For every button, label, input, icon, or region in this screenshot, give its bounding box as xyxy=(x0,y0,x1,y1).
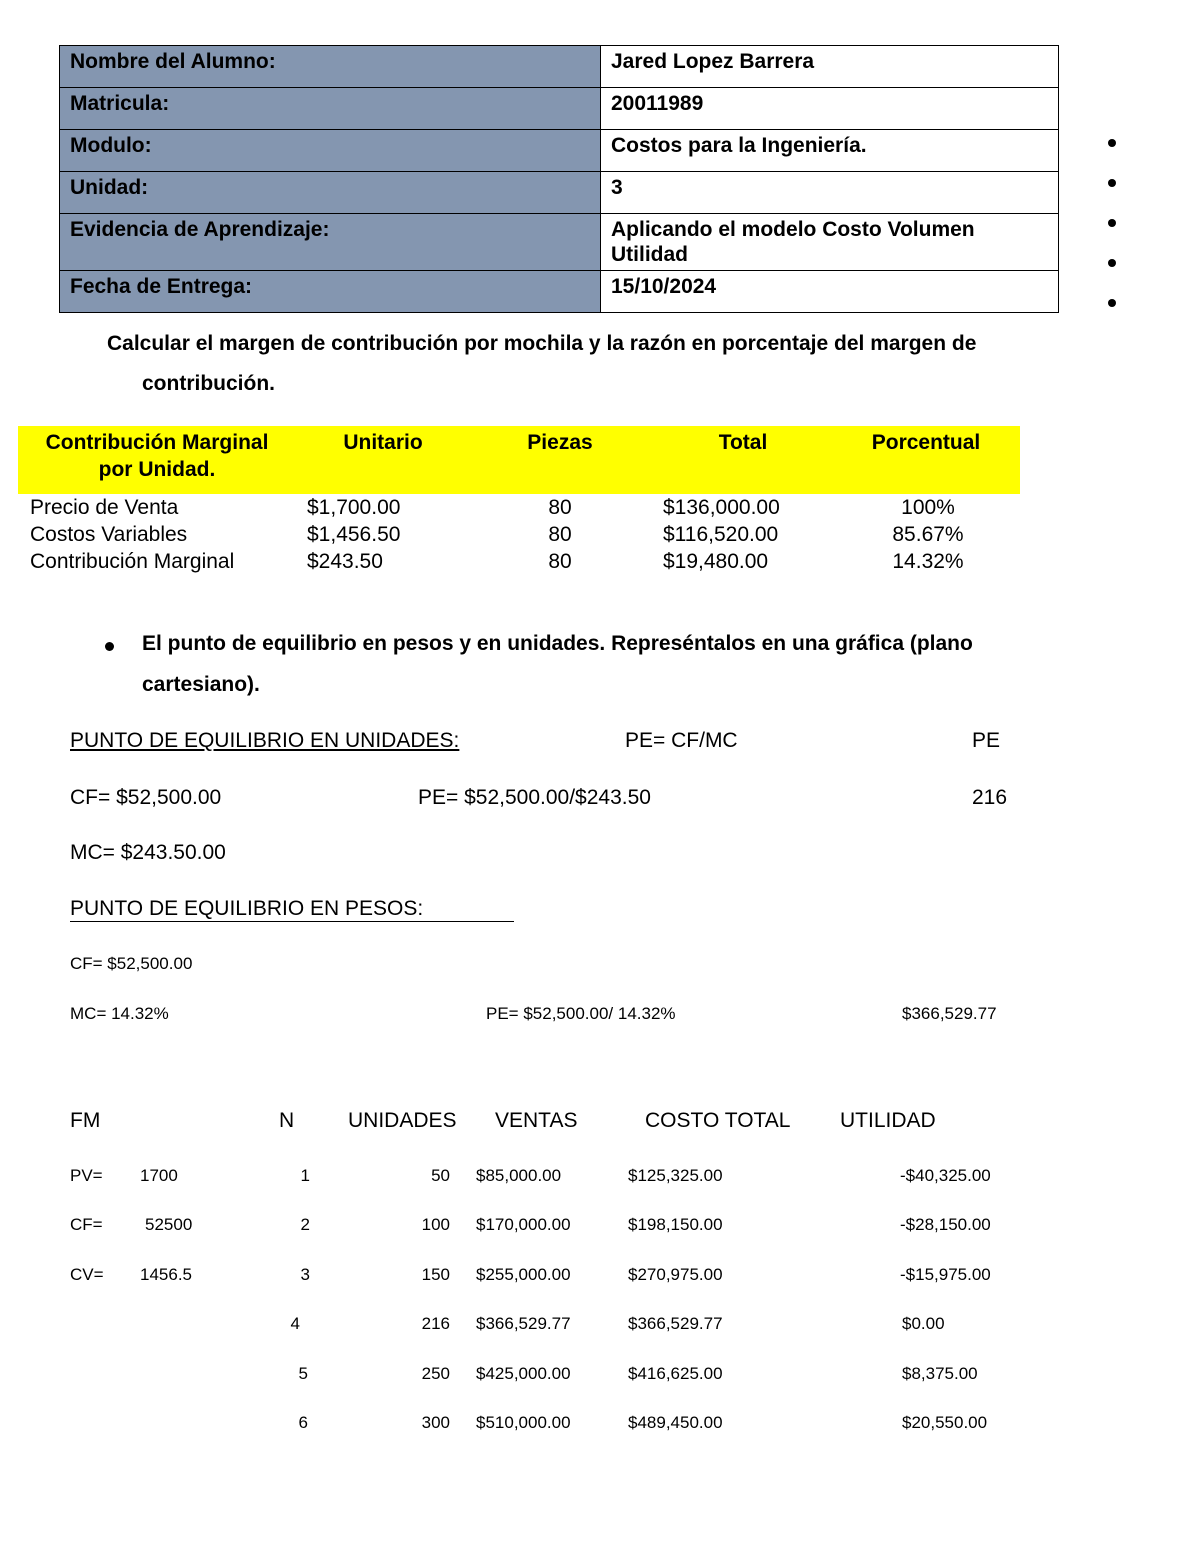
row-concept: Precio de Venta xyxy=(30,496,179,519)
pe-pesos-calc: PE= $52,500.00/ 14.32% xyxy=(486,1004,676,1023)
bullet-icon xyxy=(1108,219,1116,227)
row-unit: $1,700.00 xyxy=(307,496,401,519)
sim-units: 250 xyxy=(421,1364,450,1383)
info-value: 20011989 xyxy=(601,88,1059,130)
row-pieces: 80 xyxy=(548,523,572,546)
sim-sales: $510,000.00 xyxy=(476,1413,571,1432)
info-row-evidencia xyxy=(60,214,1059,271)
info-row-unidad xyxy=(60,172,1059,214)
info-row-modulo xyxy=(60,130,1059,172)
sim-total-cost: $416,625.00 xyxy=(628,1364,723,1383)
pe-pesos-title: PUNTO DE EQUILIBRIO EN PESOS: xyxy=(70,897,514,922)
sim-profit: -$28,150.00 xyxy=(900,1215,991,1234)
info-label: Modulo: xyxy=(60,130,601,172)
row-total: $19,480.00 xyxy=(663,550,769,573)
instruction-1-line1: Calcular el margen de contribución por mochila y la razón en porcentaje del margen de xyxy=(107,332,977,355)
pe-units-mc: MC= $243.50.00 xyxy=(70,841,226,864)
pe-units-result-label: PE xyxy=(972,729,1001,752)
sim-total-cost: $125,325.00 xyxy=(628,1166,723,1185)
pe-pesos-mc: MC= 14.32% xyxy=(70,1004,169,1023)
info-label: Nombre del Alumno: xyxy=(60,46,601,88)
bullet-icon xyxy=(105,642,114,651)
sim-units: 216 xyxy=(421,1314,450,1333)
param-label: CF= xyxy=(70,1215,103,1234)
sim-units: 150 xyxy=(421,1265,450,1284)
info-value: Costos para la Ingeniería. xyxy=(601,130,1059,172)
sim-n: 5 xyxy=(298,1364,308,1383)
pe-pesos-cf: CF= $52,500.00 xyxy=(70,954,193,973)
sim-profit: $20,550.00 xyxy=(902,1413,988,1432)
info-row-name xyxy=(60,46,1059,88)
sim-header-total-cost: COSTO TOTAL xyxy=(645,1109,791,1132)
info-value: Jared Lopez Barrera xyxy=(601,46,1059,88)
header-percent: Porcentual xyxy=(871,431,981,454)
row-unit: $1,456.50 xyxy=(307,523,401,546)
sim-profit: -$15,975.00 xyxy=(900,1265,991,1284)
param-label: PV= xyxy=(70,1166,103,1185)
header-total: Total xyxy=(718,431,768,454)
sim-sales: $170,000.00 xyxy=(476,1215,571,1234)
param-value: 1700 xyxy=(140,1166,178,1185)
pe-units-calc: PE= $52,500.00/$243.50 xyxy=(418,786,651,809)
info-row-matricula xyxy=(60,88,1059,130)
sim-total-cost: $198,150.00 xyxy=(628,1215,723,1234)
bullet-icon xyxy=(1108,139,1116,147)
row-pieces: 80 xyxy=(548,550,572,573)
info-label: Evidencia de Aprendizaje: xyxy=(60,214,601,271)
header-concept-line2: por Unidad. xyxy=(98,458,216,481)
sim-profit: $8,375.00 xyxy=(902,1364,978,1383)
sim-n: 1 xyxy=(300,1166,310,1185)
info-value: 15/10/2024 xyxy=(601,271,1059,313)
row-concept: Contribución Marginal xyxy=(30,550,235,573)
pe-units-cf: CF= $52,500.00 xyxy=(70,786,222,809)
sim-sales: $366,529.77 xyxy=(476,1314,571,1333)
instruction-2-line1: El punto de equilibrio en pesos y en unidades. Represéntalos en una gráfica (plano xyxy=(142,632,973,655)
sim-header-profit: UTILIDAD xyxy=(840,1109,936,1132)
bullet-icon xyxy=(1108,299,1116,307)
sim-sales: $85,000.00 xyxy=(476,1166,562,1185)
param-value: 52500 xyxy=(145,1215,193,1234)
row-percent: 14.32% xyxy=(892,550,964,573)
header-concept-line1: Contribución Marginal xyxy=(45,431,269,454)
sim-header-units: UNIDADES xyxy=(348,1109,457,1132)
sim-header-n: N xyxy=(279,1109,295,1132)
sim-total-cost: $366,529.77 xyxy=(628,1314,723,1333)
header-concept xyxy=(24,429,290,483)
instruction-1-line2: contribución. xyxy=(142,372,275,395)
row-total: $136,000.00 xyxy=(663,496,780,519)
sim-units: 50 xyxy=(431,1166,450,1185)
sim-n: 4 xyxy=(290,1314,300,1333)
sim-n: 2 xyxy=(300,1215,310,1234)
sim-total-cost: $270,975.00 xyxy=(628,1265,723,1284)
pe-pesos-result: $366,529.77 xyxy=(902,1004,997,1023)
row-percent: 85.67% xyxy=(892,523,964,546)
sim-n: 3 xyxy=(300,1265,310,1284)
header-pieces: Piezas xyxy=(527,431,593,454)
header-unit: Unitario xyxy=(343,431,423,454)
sim-header-fm: FM xyxy=(70,1109,101,1132)
bullet-icon xyxy=(1108,259,1116,267)
sim-header-sales: VENTAS xyxy=(495,1109,578,1132)
sim-units: 300 xyxy=(421,1413,450,1432)
pe-units-result: 216 xyxy=(972,786,1008,809)
sim-sales: $425,000.00 xyxy=(476,1364,571,1383)
info-value-cell xyxy=(601,214,1059,271)
student-info-table xyxy=(59,45,1059,313)
row-unit: $243.50 xyxy=(307,550,383,573)
row-total: $116,520.00 xyxy=(663,523,779,546)
sim-profit: -$40,325.00 xyxy=(900,1166,991,1185)
sim-n: 6 xyxy=(298,1413,308,1432)
info-label: Fecha de Entrega: xyxy=(60,271,601,313)
instruction-2-line2: cartesiano). xyxy=(142,673,260,696)
info-value: Aplicando el modelo Costo Volumen Utilidad xyxy=(611,218,975,266)
param-value: 1456.5 xyxy=(140,1265,192,1284)
info-label: Matricula: xyxy=(60,88,601,130)
info-row-fecha xyxy=(60,271,1059,313)
info-label: Unidad: xyxy=(60,172,601,214)
pe-units-title: PUNTO DE EQUILIBRIO EN UNIDADES: xyxy=(70,729,460,752)
sim-total-cost: $489,450.00 xyxy=(628,1413,723,1432)
info-value: 3 xyxy=(601,172,1059,214)
row-pieces: 80 xyxy=(548,496,572,519)
sim-sales: $255,000.00 xyxy=(476,1265,571,1284)
pe-units-formula: PE= CF/MC xyxy=(625,729,738,752)
row-percent: 100% xyxy=(901,496,955,519)
row-concept: Costos Variables xyxy=(30,523,188,546)
sim-units: 100 xyxy=(421,1215,450,1234)
sim-profit: $0.00 xyxy=(902,1314,945,1333)
bullet-icon xyxy=(1108,179,1116,187)
param-label: CV= xyxy=(70,1265,104,1284)
